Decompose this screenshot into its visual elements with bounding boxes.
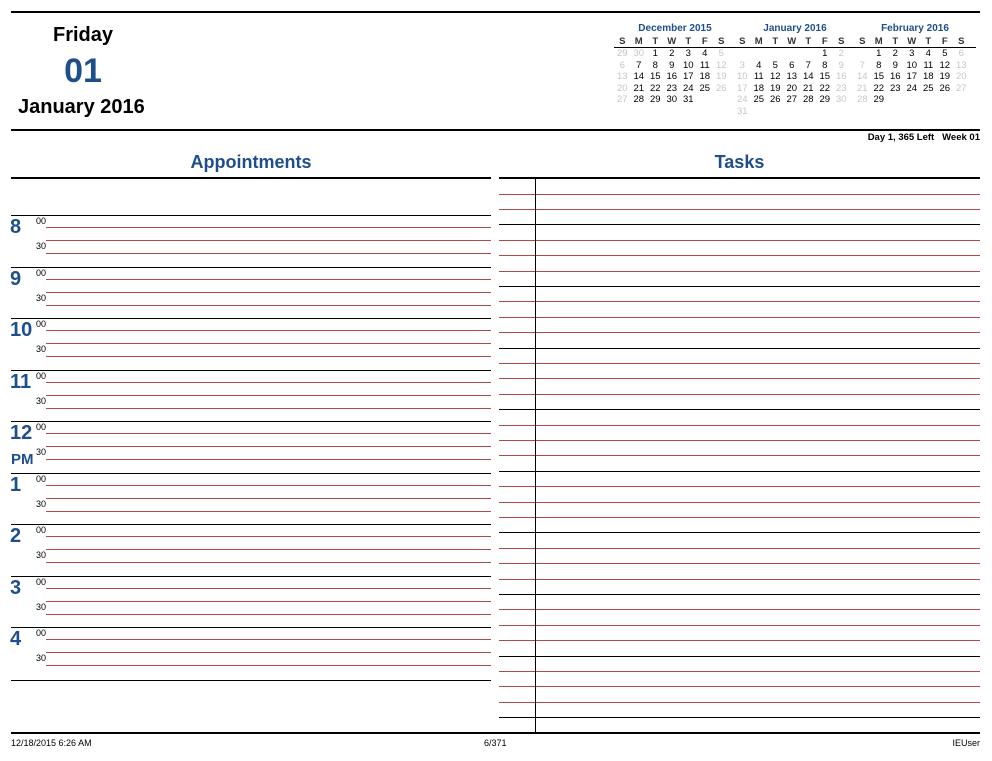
minute-label-00: 00 (36, 319, 47, 329)
mini-calendar-day[interactable]: 31 (736, 105, 748, 117)
task-group-rule (499, 286, 980, 287)
mini-calendar-day[interactable]: 26 (715, 82, 727, 94)
month-year: January 2016 (18, 96, 145, 118)
task-line (499, 332, 980, 333)
mini-calendar-day[interactable]: 23 (666, 82, 678, 94)
mini-calendar-day[interactable]: 23 (835, 82, 847, 94)
minute-label-30: 30 (36, 344, 47, 354)
weekday-label: S (859, 36, 866, 47)
hour-divider (11, 318, 491, 319)
task-group-rule (499, 717, 980, 718)
mini-calendar-day[interactable]: 20 (786, 82, 798, 94)
mini-calendar-day[interactable]: 16 (666, 71, 678, 82)
mini-calendar-day[interactable]: 14 (856, 71, 868, 82)
hour-divider (11, 370, 491, 371)
minute-label-00: 00 (36, 577, 47, 587)
mini-calendar-day[interactable]: 6 (619, 59, 625, 71)
mini-calendar-day[interactable] (800, 48, 817, 60)
mini-calendar-week (854, 60, 976, 72)
weekday-label: S (619, 36, 626, 47)
task-checkbox-column-rule (535, 179, 536, 732)
hour-label: 12 (10, 422, 33, 444)
mini-calendar-day[interactable]: 19 (769, 82, 781, 94)
mini-calendar-week (614, 71, 736, 83)
mini-calendar-day[interactable]: 8 (876, 59, 882, 71)
mini-calendar-day[interactable]: 13 (955, 59, 967, 71)
hour-divider (11, 215, 491, 216)
minute-label-00: 00 (36, 525, 47, 535)
task-group-rule (499, 532, 980, 533)
mini-calendar-day[interactable]: 22 (873, 82, 885, 94)
mini-calendar-day[interactable]: 14 (802, 71, 814, 82)
weekday-label: S (958, 36, 965, 47)
task-line (499, 440, 980, 441)
appointment-line (46, 292, 491, 293)
appointment-line (46, 446, 491, 447)
appointments-title: Appointments (190, 152, 312, 172)
mini-calendar-week (734, 71, 856, 83)
task-group-rule (499, 224, 980, 225)
task-line (499, 425, 980, 426)
hour-divider (11, 421, 491, 422)
mini-calendar-day[interactable]: 7 (859, 59, 865, 71)
mini-calendar-day[interactable] (784, 106, 801, 118)
task-group-rule (499, 471, 980, 472)
mini-calendar-title: February 2016 (881, 23, 949, 34)
mini-calendar-day[interactable]: 8 (822, 59, 828, 71)
mini-calendar-week (734, 48, 856, 60)
appointment-line (46, 588, 491, 589)
appointment-line (46, 562, 491, 563)
weekday-label: S (718, 36, 725, 47)
mini-calendar-day[interactable]: 16 (889, 71, 901, 82)
day-number: 01 (64, 52, 102, 90)
minute-label-30: 30 (36, 602, 47, 612)
mini-calendar-day[interactable]: 24 (736, 94, 748, 105)
minute-label-30: 30 (36, 293, 47, 303)
mini-calendar-day[interactable]: 1 (652, 48, 658, 59)
mini-calendar-day[interactable]: 10 (682, 59, 694, 71)
appointment-line (46, 305, 491, 306)
mini-calendar-day[interactable]: 18 (753, 82, 765, 94)
weekday-label: W (667, 36, 677, 47)
mini-calendar-day[interactable]: 29 (649, 94, 661, 105)
minute-label-30: 30 (36, 499, 47, 509)
weekday-label: F (821, 36, 828, 47)
task-group-rule (499, 656, 980, 657)
appointment-line (46, 601, 491, 602)
mini-calendar-day[interactable] (767, 48, 784, 60)
mini-calendar-day[interactable]: 28 (856, 94, 868, 105)
mini-calendar-day[interactable] (767, 106, 784, 118)
mini-calendar-day[interactable]: 11 (923, 59, 934, 71)
mini-calendar-day[interactable]: 4 (702, 48, 708, 59)
hour-label: 9 (10, 268, 22, 290)
mini-calendar-day[interactable]: 30 (835, 94, 847, 105)
minute-label-00: 00 (36, 216, 47, 226)
appointment-line (46, 665, 491, 666)
appointments-header-rule (11, 177, 491, 179)
mini-calendar-week (854, 48, 976, 60)
bottom-border (11, 732, 980, 734)
mini-calendar-day[interactable]: 1 (822, 48, 828, 59)
task-line (499, 209, 980, 210)
mini-calendar-day[interactable]: 24 (682, 82, 694, 94)
mini-calendar-week (614, 83, 736, 95)
mini-calendar-day[interactable]: 3 (685, 48, 691, 59)
mini-calendar-weekdays (734, 36, 856, 48)
mini-calendar-day[interactable]: 19 (715, 71, 727, 82)
hour-label: 8 (10, 216, 22, 238)
mini-calendar-day[interactable]: 5 (772, 59, 778, 71)
hour-label: 2 (10, 525, 22, 547)
mini-calendar-day[interactable]: 29 (873, 94, 885, 105)
task-line (499, 271, 980, 272)
mini-calendar-day[interactable]: 10 (736, 71, 748, 82)
mini-calendar-day[interactable]: 17 (906, 71, 918, 82)
mini-calendar-day[interactable]: 20 (955, 71, 967, 82)
mini-calendar-day[interactable]: 31 (682, 94, 694, 105)
appointment-line (46, 395, 491, 396)
minute-label-00: 00 (36, 422, 47, 432)
mini-calendar-day[interactable]: 10 (906, 59, 918, 71)
mini-calendar-day[interactable]: 21 (633, 82, 645, 94)
mini-calendar-day[interactable]: 1 (876, 48, 882, 59)
mini-calendar-day[interactable]: 18 (922, 71, 934, 82)
mini-calendar-day[interactable] (854, 48, 871, 60)
task-line (499, 240, 980, 241)
tasks-header-rule (499, 177, 980, 179)
tasks-title: Tasks (714, 152, 765, 172)
minute-label-00: 00 (36, 474, 47, 484)
mini-calendar-day[interactable]: 25 (922, 82, 934, 94)
minute-label-30: 30 (36, 241, 47, 251)
mini-calendar-day[interactable]: 11 (699, 59, 710, 71)
mini-calendar-day[interactable]: 5 (942, 48, 948, 59)
day-name: Friday (52, 24, 114, 46)
mini-calendar-day[interactable] (953, 94, 970, 106)
task-line (499, 486, 980, 487)
task-line (499, 517, 980, 518)
mini-calendar-day[interactable]: 17 (682, 71, 694, 82)
mini-calendar-day[interactable] (937, 94, 954, 106)
footer-page-count: 6/371 (484, 738, 507, 748)
minute-label-00: 00 (36, 628, 47, 638)
mini-calendar-day[interactable]: 27 (955, 82, 967, 94)
weekday-label: M (874, 36, 883, 47)
weekday-label: F (701, 36, 708, 47)
weekday-label: S (838, 36, 845, 47)
mini-calendar-day[interactable]: 9 (892, 59, 898, 71)
footer-user: IEUser (952, 738, 980, 748)
minute-label-30: 30 (36, 653, 47, 663)
appointment-line (46, 408, 491, 409)
mini-calendar-weekdays (854, 36, 976, 48)
hour-divider (11, 473, 491, 474)
mini-calendar-day[interactable]: 21 (856, 82, 868, 94)
mini-calendar-week (854, 71, 976, 83)
appointment-line (46, 485, 491, 486)
hour-divider (11, 627, 491, 628)
mini-calendar-day[interactable]: 26 (939, 82, 951, 94)
mini-calendar-day[interactable]: 9 (838, 59, 844, 71)
mini-calendar-week (614, 60, 736, 72)
mini-calendar-day[interactable] (833, 106, 850, 118)
weekday-label: M (634, 36, 643, 47)
mini-calendar-day[interactable]: 6 (789, 59, 795, 71)
appointment-line (46, 382, 491, 383)
mini-calendar-day[interactable]: 30 (633, 48, 645, 59)
header-divider (11, 129, 980, 131)
mini-calendar (854, 23, 976, 106)
mini-calendar-day[interactable] (697, 94, 714, 106)
task-line (499, 301, 980, 302)
mini-calendar-day[interactable]: 22 (819, 82, 831, 94)
mini-calendar-day[interactable]: 3 (909, 48, 915, 59)
mini-calendar-day[interactable] (751, 106, 768, 118)
mini-calendar-day[interactable]: 13 (786, 71, 798, 82)
appointment-line (46, 639, 491, 640)
mini-calendar-day[interactable]: 15 (819, 71, 831, 82)
mini-calendar-day[interactable]: 6 (958, 48, 964, 59)
top-border (11, 11, 980, 13)
hour-label: 10 (10, 319, 33, 341)
weekday-label: S (739, 36, 746, 47)
mini-calendar-day[interactable]: 20 (616, 82, 628, 94)
mini-calendar-day[interactable]: 22 (649, 82, 661, 94)
appointment-line (46, 253, 491, 254)
task-line (499, 702, 980, 703)
hour-label: 1 (10, 474, 22, 496)
mini-calendar-day[interactable]: 28 (802, 94, 814, 105)
task-line (499, 378, 980, 379)
task-line (499, 686, 980, 687)
mini-calendar-day[interactable]: 9 (669, 59, 675, 71)
mini-calendar-weekdays (614, 36, 736, 48)
mini-calendar-day[interactable]: 16 (835, 71, 847, 82)
mini-calendar-week (734, 106, 856, 118)
mini-calendar-week (734, 94, 856, 106)
hour-divider (11, 524, 491, 525)
mini-calendar-day[interactable]: 28 (633, 94, 645, 105)
mini-calendar-day[interactable]: 3 (739, 59, 745, 71)
appointments-end-rule (11, 680, 491, 681)
mini-calendar-day[interactable] (904, 94, 921, 106)
mini-calendar-week (614, 94, 736, 106)
hour-divider (11, 576, 491, 577)
day-info: Day 1, 365 Left Week 01 (867, 132, 980, 143)
task-group-rule (499, 594, 980, 595)
mini-calendar-day[interactable] (784, 48, 801, 60)
minute-label-00: 00 (36, 268, 47, 278)
mini-calendar-day[interactable]: 19 (939, 71, 951, 82)
minute-label-30: 30 (36, 447, 47, 457)
weekday-label: T (805, 36, 812, 47)
appointment-line (46, 549, 491, 550)
hour-label: 4 (10, 628, 22, 650)
appointment-line (46, 511, 491, 512)
mini-calendar-day[interactable]: 15 (649, 71, 661, 82)
mini-calendar-week (854, 94, 976, 106)
appointment-line (46, 459, 491, 460)
minute-label-30: 30 (36, 396, 47, 406)
appointment-line (46, 433, 491, 434)
mini-calendar-day[interactable]: 7 (805, 59, 811, 71)
appointment-line (46, 240, 491, 241)
task-group-rule (499, 409, 980, 410)
mini-calendar-day[interactable]: 29 (819, 94, 831, 105)
mini-calendar-day[interactable]: 4 (756, 59, 762, 71)
task-line (499, 579, 980, 580)
hour-divider (11, 267, 491, 268)
appointment-line (46, 652, 491, 653)
mini-calendar-day[interactable]: 2 (669, 48, 675, 59)
appointment-line (46, 227, 491, 228)
mini-calendar-day[interactable]: 8 (652, 59, 658, 71)
weekday-label: T (772, 36, 779, 47)
mini-calendar-day[interactable]: 2 (838, 48, 844, 59)
minute-label-00: 00 (36, 371, 47, 381)
mini-calendar-day[interactable]: 12 (715, 59, 727, 71)
mini-calendar-day[interactable] (920, 94, 937, 106)
appointment-line (46, 279, 491, 280)
task-line (499, 563, 980, 564)
mini-calendar-day[interactable]: 27 (616, 94, 628, 105)
mini-calendar-day[interactable]: 13 (616, 71, 628, 82)
mini-calendar-day[interactable]: 26 (769, 94, 781, 105)
appointment-line (46, 498, 491, 499)
appointment-line (46, 330, 491, 331)
mini-calendar-day[interactable]: 2 (892, 48, 898, 59)
task-line (499, 609, 980, 610)
mini-calendar-week (854, 83, 976, 95)
footer-timestamp: 12/18/2015 6:26 AM (11, 738, 92, 748)
mini-calendar-day[interactable]: 27 (786, 94, 798, 105)
weekday-label: F (941, 36, 948, 47)
task-line (499, 671, 980, 672)
task-line (499, 255, 980, 256)
pm-label: PM (11, 451, 34, 468)
weekday-label: T (685, 36, 692, 47)
task-line (499, 363, 980, 364)
appointment-line (46, 614, 491, 615)
mini-calendar-day[interactable] (800, 106, 817, 118)
mini-calendar-day[interactable] (734, 48, 751, 60)
mini-calendar-day[interactable]: 12 (769, 71, 781, 82)
task-line (499, 548, 980, 549)
mini-calendar (734, 23, 856, 117)
appointment-line (46, 356, 491, 357)
task-line (499, 394, 980, 395)
mini-calendar-day[interactable]: 24 (906, 82, 918, 94)
task-line (499, 625, 980, 626)
task-line (499, 640, 980, 641)
appointment-line (46, 536, 491, 537)
weekday-label: W (787, 36, 797, 47)
mini-calendar-week (614, 48, 736, 60)
mini-calendar-day[interactable]: 12 (939, 59, 951, 71)
mini-calendar-day[interactable]: 21 (802, 82, 814, 94)
mini-calendar-day[interactable]: 4 (925, 48, 931, 59)
mini-calendar-day[interactable]: 23 (889, 82, 901, 94)
task-line (499, 455, 980, 456)
hour-label: 11 (10, 371, 32, 393)
mini-calendar-day[interactable] (817, 106, 834, 118)
mini-calendar-day[interactable]: 11 (753, 71, 764, 82)
weekday-label: T (925, 36, 932, 47)
mini-calendar-day[interactable]: 17 (736, 82, 748, 94)
mini-calendar-week (734, 60, 856, 72)
mini-calendar-title: December 2015 (638, 23, 712, 34)
mini-calendar-day[interactable]: 18 (699, 71, 711, 82)
mini-calendar-day[interactable]: 15 (873, 71, 885, 82)
minute-label-30: 30 (36, 550, 47, 560)
task-group-rule (499, 348, 980, 349)
mini-calendar-day[interactable] (751, 48, 768, 60)
mini-calendar-day[interactable]: 14 (633, 71, 645, 82)
mini-calendar (614, 23, 736, 106)
weekday-label: T (652, 36, 659, 47)
mini-calendar-day[interactable]: 25 (699, 82, 711, 94)
mini-calendar-day[interactable]: 25 (753, 94, 765, 105)
mini-calendar-week (734, 83, 856, 95)
hour-label: 3 (10, 577, 22, 599)
weekday-label: T (892, 36, 899, 47)
mini-calendar-day[interactable]: 29 (616, 48, 628, 59)
task-line (499, 194, 980, 195)
mini-calendar-day[interactable] (887, 94, 904, 106)
task-line (499, 317, 980, 318)
weekday-label: M (754, 36, 763, 47)
mini-calendar-day[interactable] (713, 94, 730, 106)
mini-calendar-day[interactable]: 7 (636, 59, 642, 71)
mini-calendar-title: January 2016 (763, 23, 827, 34)
appointment-line (46, 343, 491, 344)
mini-calendar-day[interactable]: 30 (666, 94, 678, 105)
task-line (499, 502, 980, 503)
weekday-label: W (907, 36, 917, 47)
mini-calendar-day[interactable]: 5 (718, 48, 724, 59)
